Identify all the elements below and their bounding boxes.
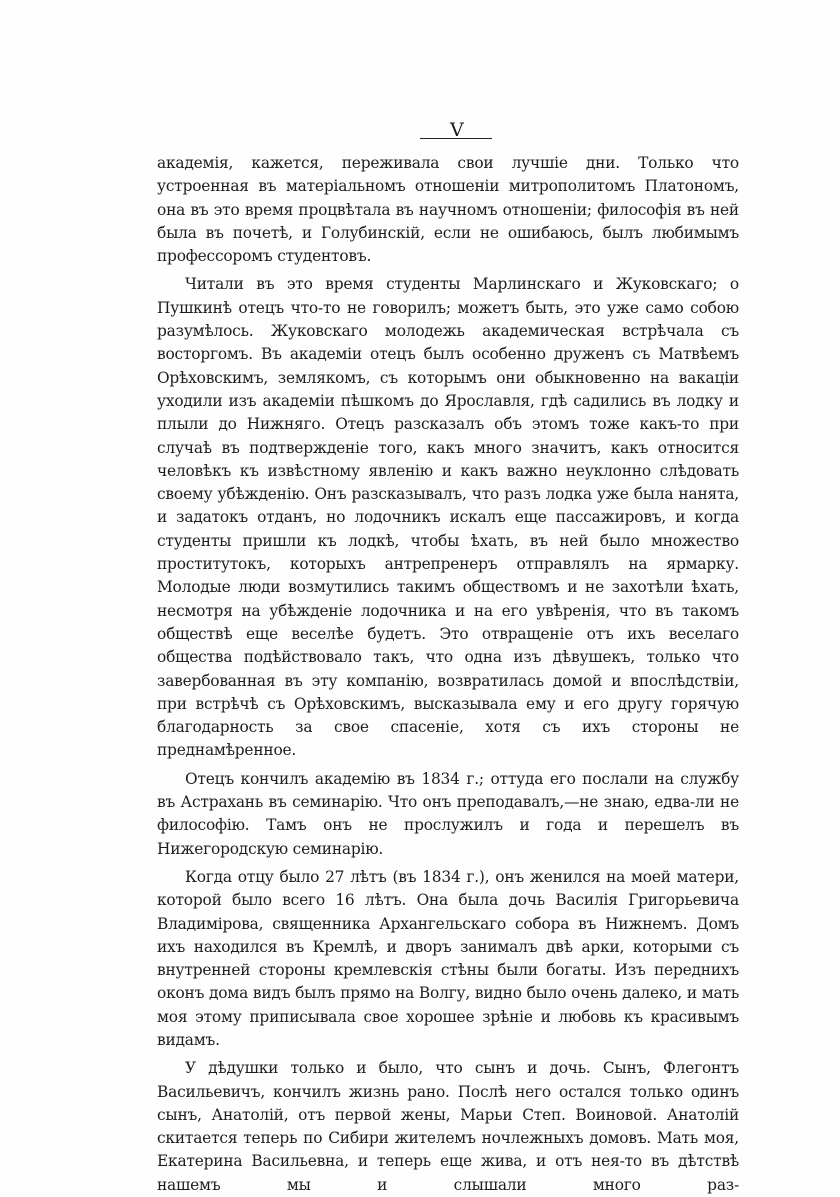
header-rule — [420, 138, 492, 139]
paragraph-grandfather: У дѣдушки только и было, что сынъ и дочь. Сынъ, Флегонтъ Васильевичъ, кончилъ жизнь рано. Послѣ него остался только одинъ сынъ, Анатолій, отъ первой жены, Марьи Степ. Воиновой. Анатолій скитается теперь по Сибири жителемъ ночлежныхъ домовъ. Мать моя, Екатерина Васильевна, и теперь еще жива, и отъ нея-то въ дѣтствѣ нашемъ мы и слышали много раз- — [157, 1059, 739, 1194]
paragraph-academy: академія, кажется, переживала свои лучшіе дни. Только что устроенная въ матеріальномъ отношеніи митрополитомъ Платономъ, она въ это время процвѣтала въ научномъ отношеніи; философія въ ней была въ почетѣ, и Голубинскій, если не ошибаюсь, былъ любимымъ профессоромъ студентовъ. — [157, 154, 739, 266]
page-header — [420, 120, 520, 146]
page-number: V — [450, 119, 464, 141]
paragraph-graduation: Отецъ кончилъ академію въ 1834 г.; оттуда его послали на службу въ Астрахань въ семинарію. Что онъ преподавалъ,—не знаю, едва-ли не философію. Тамъ онъ не прослужилъ и года и перешелъ въ Нижегородскую семинарію. — [157, 769, 739, 858]
paragraph-marriage: Когда отцу было 27 лѣтъ (въ 1834 г.), онъ женился на моей матери, которой было всего 16 лѣтъ. Она была дочь Василія Григорьевича Владимірова, священника Архангельскаго собора въ Нижнемъ. Домъ ихъ находился въ Кремлѣ, и дворъ занималъ двѣ арки, которыми съ внутренней стороны кремлевскія стѣны были богаты. Изъ переднихъ оконъ дома видъ былъ прямо на Волгу, видно было очень далеко, и мать моя этому приписывала свое хорошее зрѣніе и любовь къ красивымъ видамъ. — [157, 867, 739, 1049]
text-body — [157, 152, 739, 1197]
paragraph-students-reading: Читали въ это время студенты Марлинскаго и Жуковскаго; о Пушкинѣ отецъ что-то не говорилъ; можетъ быть, это уже само собою разумѣлось. Жуковскаго молодежь академическая встрѣчала съ восторгомъ. Въ академіи отецъ былъ особенно друженъ съ Матвѣемъ Орѣховскимъ, землякомъ, съ которымъ они обыкновенно на вакаціи уходили изъ академіи пѣшкомъ до Ярославля, гдѣ садились въ лодку и плыли до Нижняго. Отецъ разсказалъ объ этомъ тоже какъ-то при случаѣ въ подтвержденіе того, какъ много значитъ, какъ относится человѣкъ къ извѣстному явленію и какъ важно неуклонно слѣдовать своему убѣжденію. Онъ разсказывалъ, что разъ лодка уже была нанята, и задатокъ отданъ, но лодочникъ искалъ еще пассажировъ, и когда студенты пришли къ лодкѣ, чтобы ѣхать, въ ней было множество проститутокъ, которыхъ антрепренеръ отправлялъ на ярмарку. Молодые люди возмутились такимъ обществомъ и не захотѣли ѣхать, несмотря на убѣжденіе лодочника и на его увѣренія, что въ такомъ обществѣ еще веселѣе будетъ. Это отвращеніе отъ ихъ веселаго общества подѣйствовало такъ, что одна изъ дѣвушекъ, только что завербованная въ эту компанію, возвратилась домой и впослѣдствіи, при встрѣчѣ съ Орѣховскимъ, высказывала ему и его другу горячую благодарность за свое спасеніе, хотя съ ихъ стороны не преднамѣренное. — [157, 275, 739, 760]
